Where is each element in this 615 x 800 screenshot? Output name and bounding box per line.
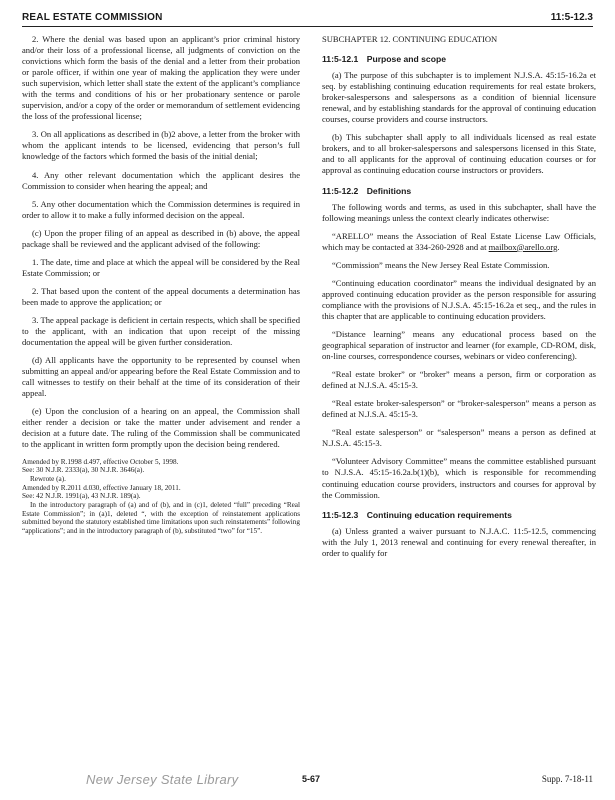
history-line: See: 30 N.J.R. 2333(a), 30 N.J.R. 3646(a).	[22, 466, 145, 475]
page-header	[22, 6, 593, 27]
section-number: 11:5-12.2	[322, 185, 359, 196]
definition-arello	[322, 231, 596, 253]
section-heading	[322, 186, 596, 197]
arello-text: “ARELLO” means the Association of Real Estate License Law Officials, which may be contacted at 334-260-2928 and at	[322, 230, 596, 252]
paragraph: (a) The purpose of this subchapter is to implement N.J.S.A. 45:15-16.2a et seq. by establishing continuing education requirements for real estate brokers, broker-salespersons and salespersons as a condition of biennial licensure renewal, and by establishing standards for the approval of continuing education courses, course providers and course instructors.	[322, 70, 596, 125]
page-number: 5-67	[302, 774, 321, 784]
section-number: 11:5-12.3	[322, 509, 359, 520]
section-heading	[322, 54, 596, 65]
header-title: REAL ESTATE COMMISSION	[22, 12, 163, 23]
section-heading	[322, 510, 596, 521]
paragraph: “Volunteer Advisory Committee” means the committee established pursuant to N.J.S.A. 45:15-16.2a.b(1)(b), which is responsible for recommending continuing education course providers, instructors and courses for approval by the Commission.	[322, 456, 596, 500]
section-title: Purpose and scope	[366, 54, 446, 65]
paragraph: 2. Where the denial was based upon an applicant’s prior criminal history and/or their loss of a professional license, all judgments of conviction on the convictions which form the basis of the denial and a letter from their probation or parole officer, if within one year of making the application they were under such supervision, which letter shall state the extent of the applicant’s compliance with the terms and conditions of his or her probationary sentence or parole supervision, and/or a copy of the order or memorandum of settlement evidencing the loss of the professional license;	[22, 34, 300, 122]
history-line: In the introductory paragraph of (a) and of (b), and in (c)1, deleted “full” preceding “Real Estate Commission”; in (a)1, deleted “, with the exception of reinstatement applications submitted beyond the statutory established time limitations upon such reinstatements” following “applications”; and in the introductory paragraph of (b), substituted “two” for “15”.	[22, 501, 300, 536]
paragraph: (d) All applicants have the opportunity to be represented by counsel when submitting an appeal and/or appearing before the Real Estate Commission and to call witnesses to testify on their behalf at the time of its consideration of their appeal.	[22, 355, 300, 399]
library-watermark: New Jersey State Library	[86, 772, 239, 787]
header-section-number: 11:5-12.3	[550, 12, 593, 23]
arello-email-link[interactable]: mailbox@arello.org	[488, 241, 558, 252]
paragraph: “Real estate salesperson” or “salesperson” means a person as defined at N.J.S.A. 45:15-3.	[322, 427, 596, 449]
paragraph: (b) This subchapter shall apply to all individuals licensed as real estate brokers, and to all broker-salespersons and salespersons licensed in this State, and to all applicants for the approval of continuing education courses or for approval as continuing education course instructors or providers.	[322, 132, 596, 176]
subchapter-title: SUBCHAPTER 12. CONTINUING EDUCATION	[322, 34, 498, 44]
section-title: Continuing education requirements	[366, 509, 512, 520]
paragraph: 4. Any other relevant documentation which the applicant desires the Commission to consider when hearing the appeal; and	[22, 169, 300, 191]
paragraph: “Continuing education coordinator” means the individual designated by an approved continuing education provider as the person responsible for assuring compliance with the provisions of N.J.S.A. 45:15-16.2a et seq., and the rules in this chapter that are applicable to continuing education providers.	[322, 277, 596, 321]
section-title: Definitions	[366, 185, 412, 196]
history-line: Amended by R.2011 d.030, effective January 18, 2011.	[22, 483, 181, 492]
section-number: 11:5-12.1	[322, 54, 359, 65]
history-line: See: 42 N.J.R. 1991(a), 43 N.J.R. 189(a).	[22, 492, 141, 501]
paragraph: (a) Unless granted a waiver pursuant to N.J.A.C. 11:5-12.5, commencing with the July 1, 2013 renewal and continuing for every renewal thereafter, in order to qualify for	[322, 525, 596, 558]
paragraph: “Distance learning” means any educational process based on the geographical separation of instructor and learner (for example, CD-ROM, disk, on-line courses, correspondence courses, webinars or video conferencing).	[322, 328, 596, 362]
history-notes	[22, 458, 300, 536]
paragraph: 5. Any other documentation which the Commission determines is required in order to allow it to make a fully informed decision on the appeal.	[22, 198, 300, 220]
left-column	[22, 34, 300, 536]
paragraph: 2. That based upon the content of the appeal documents a determination has been made to approve the application; or	[22, 285, 300, 307]
paragraph: 1. The date, time and place at which the appeal will be considered by the Real Estate Commission; or	[22, 256, 300, 278]
history-line: Amended by R.1998 d.497, effective October 5, 1998.	[22, 457, 179, 466]
paragraph: 3. The appeal package is deficient in certain respects, which shall be specified to the applicant, with an indication that upon receipt of the missing documentation the appeal will be given further consideration.	[22, 314, 300, 348]
paragraph: (c) Upon the proper filing of an appeal as described in (b) above, the appeal package shall be reviewed and the applicant advised of the following:	[22, 227, 300, 249]
arello-end: .	[557, 241, 560, 252]
paragraph: “Commission” means the New Jersey Real Estate Commission.	[332, 259, 550, 270]
paragraph: The following words and terms, as used in this subchapter, shall have the following meanings unless the context clearly indicates otherwise:	[322, 201, 596, 223]
history-line: Rewrote (a).	[30, 474, 66, 483]
supplement-date: Supp. 7-18-11	[541, 774, 593, 784]
paragraph: “Real estate broker-salesperson” or “broker-salesperson” means a person as defined at N.J.S.A. 45:15-3.	[322, 398, 596, 420]
right-column	[322, 34, 596, 566]
paragraph: “Real estate broker” or “broker” means a person, firm or corporation as defined at N.J.S.A. 45:15-3.	[322, 369, 596, 391]
paragraph: (e) Upon the conclusion of a hearing on an appeal, the Commission shall either render a decision or take the matter under advisement and render a decision at a future date. The ruling of the Commission shall be communicated to the applicant in written form promptly upon the decision being rendered.	[22, 406, 300, 450]
page-footer	[22, 774, 593, 790]
paragraph: 3. On all applications as described in (b)2 above, a letter from the broker with whom the applicant intends to be licensed, evidencing that person’s full knowledge of the factors which formed the basis of the initial denial;	[22, 129, 300, 162]
